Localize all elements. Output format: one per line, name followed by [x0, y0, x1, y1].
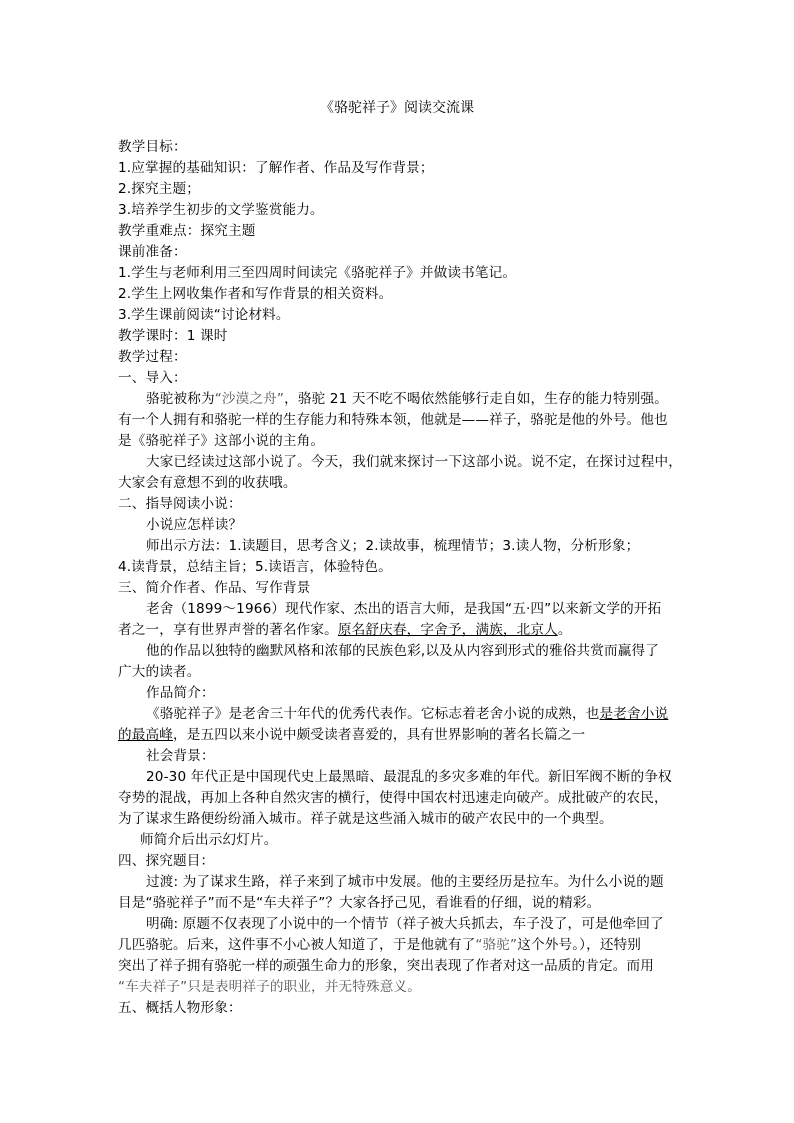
- text-segment: 者之一，享有世界声誉的著名作家。: [118, 622, 338, 638]
- text-segment: 过渡: 为了谋求生路，祥子来到了城市中发展。他的主要经历是拉车。为什么小说的题: [146, 874, 664, 890]
- text-line: [118, 851, 688, 872]
- text-segment: 一、导入：: [118, 370, 187, 386]
- text-segment: 目是“骆驼祥子”而不是“车夫祥子”？大家各抒己见，看谁看的仔细，说的精彩。: [118, 895, 601, 911]
- text-segment: 教学课时：1 课时: [118, 328, 228, 344]
- text-segment: 突出了祥子拥有骆驼一样的顽强生命力的形象，突出表现了作者对这一品质的肯定。而用: [118, 958, 655, 974]
- text-line: [118, 200, 688, 221]
- text-segment: 为了谋求生路便纷纷涌入城市。祥子就是这些涌入城市的破产农民中的一个典型。: [118, 811, 613, 827]
- text-segment: 教学过程：: [118, 349, 187, 365]
- text-segment: 他的作品以独特的幽默风格和浓郁的民族色彩,以及从内容到形式的雅俗共赏而赢得了: [146, 643, 659, 659]
- text-segment: 骆驼被称为: [146, 391, 215, 407]
- text-segment: 2.学生上网收集作者和写作背景的相关资料。: [118, 286, 393, 302]
- underlined-text: 是老舍小说: [599, 706, 669, 722]
- text-segment: 有一个人拥有和骆驼一样的生存能力和特殊本领，他就是——祥子，骆驼是他的外号。他也: [118, 412, 668, 428]
- text-segment: “骆驼”: [475, 937, 518, 953]
- text-segment: 师简介后出示幻灯片。: [140, 832, 278, 848]
- text-segment: 1.学生与老师利用三至四周时间读完《骆驼祥子》并做读书笔记。: [118, 265, 517, 281]
- text-line: [118, 704, 688, 725]
- text-line: [118, 389, 688, 410]
- text-segment: 明确: 原题不仅表现了小说中的一个情节（祥子被大兵抓去，车子没了，可是他牵回了: [146, 916, 664, 932]
- text-line: [118, 683, 688, 704]
- text-line: [118, 263, 688, 284]
- text-segment: 师出示方法：1.读题目，思考含义；2.读故事，梳理情节；3.读人物，分析形象；: [146, 538, 640, 554]
- text-line: [118, 431, 688, 452]
- text-line: [118, 557, 688, 578]
- text-line: [118, 830, 688, 851]
- text-line: [118, 788, 688, 809]
- text-line: [118, 137, 688, 158]
- text-segment: 4.读背景，总结主旨；5.读语言，体验特色。: [118, 559, 392, 575]
- text-segment: 五、概括人物形象：: [118, 1000, 242, 1016]
- text-line: [118, 767, 688, 788]
- text-line: [118, 284, 688, 305]
- text-line: [118, 998, 688, 1019]
- text-line: [118, 368, 688, 389]
- text-line: [118, 914, 688, 935]
- text-line: [118, 494, 688, 515]
- text-line: [118, 641, 688, 662]
- text-segment: 是《骆驼祥子》这部小说的主角。: [118, 433, 325, 449]
- text-line: [118, 872, 688, 893]
- text-segment: 二、指导阅读小说：: [118, 496, 242, 512]
- text-line: [118, 809, 688, 830]
- text-line: [118, 242, 688, 263]
- text-segment: 1.应掌握的基础知识：了解作者、作品及写作背景；: [118, 160, 434, 176]
- text-segment: 小说应怎样读？: [146, 517, 243, 533]
- text-segment: 《骆驼祥子》是老舍三十年代的优秀代表作。它标志着老舍小说的成熟，也: [146, 706, 600, 722]
- text-segment: 三、简介作者、作品、写作背景: [118, 580, 311, 596]
- text-line: [118, 221, 688, 242]
- text-line: [118, 410, 688, 431]
- text-line: [118, 935, 688, 956]
- underlined-text: 原名舒庆春，字舍予，满族，北京人: [337, 622, 558, 638]
- text-segment: 夺势的混战，再加上各种自然灾害的横行，使得中国农村迅速走向破产。成批破产的农民，: [118, 790, 668, 806]
- text-line: [118, 452, 688, 473]
- text-segment: 四、探究题目：: [118, 853, 215, 869]
- text-line: [118, 305, 688, 326]
- document-body: [118, 137, 688, 1019]
- text-segment: “沙漠之舟”: [214, 391, 285, 407]
- text-segment: ，骆驼 21 天不吃不喝依然能够行走自如，生存的能力特别强。: [284, 391, 668, 407]
- text-line: [118, 326, 688, 347]
- text-segment: 老舍（1899～1966）现代作家、杰出的语言大师，是我国“五·四”以来新文学的开拓: [146, 601, 662, 617]
- text-segment: 教学重难点：探究主题: [118, 223, 256, 239]
- text-segment: 几匹骆驼。后来，这件事不小心被人知道了，于是他就有了: [118, 937, 476, 953]
- text-segment: 2.探究主题；: [118, 181, 200, 197]
- text-segment: 20-30 年代正是中国现代史上最黑暗、最混乱的多灾多难的年代。新旧军阀不断的争权: [146, 769, 672, 785]
- text-segment: 3.培养学生初步的文学鉴赏能力。: [118, 202, 324, 218]
- text-segment: 。: [557, 622, 572, 638]
- text-segment: 广大的读者。: [118, 664, 201, 680]
- text-line: [118, 620, 688, 641]
- text-line: [118, 179, 688, 200]
- text-segment: 课前准备：: [118, 244, 187, 260]
- text-segment: 大家会有意想不到的收获哦。: [118, 475, 297, 491]
- text-segment: 这个外号。），还特别: [517, 937, 642, 953]
- text-line: [118, 536, 688, 557]
- text-segment: 作品简介：: [146, 685, 215, 701]
- text-segment: 教学目标：: [118, 139, 187, 155]
- text-line: [118, 893, 688, 914]
- text-segment: 3.学生课前阅读“讨论材料。: [118, 307, 290, 323]
- underlined-text: 的最高峰: [118, 727, 173, 743]
- text-line: [118, 599, 688, 620]
- text-line: [118, 515, 688, 536]
- document-title: 《骆驼祥子》阅读交流课: [320, 100, 474, 116]
- text-line: [118, 662, 688, 683]
- text-line: [118, 977, 688, 998]
- text-segment: 大家已经读过这部小说了。今天，我们就来探讨一下这部小说。说不定，在探讨过程中，: [146, 454, 683, 470]
- text-line: [118, 725, 688, 746]
- text-line: [118, 746, 688, 767]
- text-line: [118, 956, 688, 977]
- text-line: [118, 473, 688, 494]
- text-segment: ，是五四以来小说中颇受读者喜爱的，具有世界影响的著名长篇之一: [172, 727, 586, 743]
- text-line: [118, 347, 688, 368]
- text-line: [118, 158, 688, 179]
- text-segment: “车夫祥子”只是表明祥子的职业，并无特殊意义。: [118, 979, 422, 995]
- text-segment: 社会背景：: [146, 748, 215, 764]
- text-line: [118, 578, 688, 599]
